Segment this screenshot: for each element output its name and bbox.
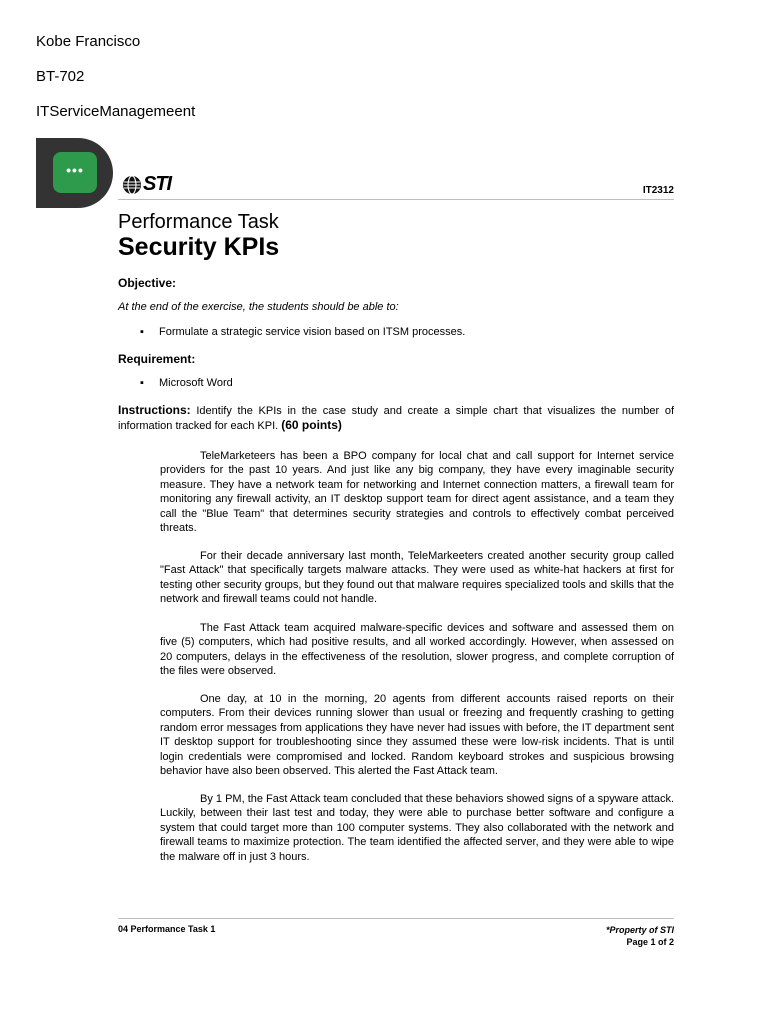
footer-task-label: 04 Performance Task 1 <box>118 924 216 934</box>
paragraph-text: By 1 PM, the Fast Attack team concluded that these behaviors showed signs of a spyware attack. Luckily, between their last test and today, they were able to purchase better software and configure a system that could target more than 100 computer systems. They also collaborated with the network and firewall teams to maximize protection. The team identified the affected server, and they were able to wipe the malware off in just 3 hours. <box>160 793 674 863</box>
footer-divider <box>118 918 674 919</box>
paragraph-text: One day, at 10 in the morning, 20 agents from different accounts raised reports on their computers. From their devices running slower than usual or freezing and frequently crashing to getting random error messages from applications they have never had issues with before, the IT department sent IT desktop support for troubleshooting since they assumed these were low-risk incidents. That is until login credentials were compromised and locked. Random keyboard strokes and suspicious browsing behavior have also been observed. This alerted the Fast Attack team. <box>160 693 674 778</box>
objective-intro: At the end of the exercise, the students should be able to: <box>118 301 399 313</box>
globe-icon <box>122 175 142 195</box>
instructions-points: (60 points) <box>281 418 342 432</box>
bullet-icon: ▪ <box>140 377 144 389</box>
bullet-icon: ▪ <box>140 326 144 338</box>
course-name: ITServiceManagemeent <box>36 103 196 120</box>
sti-logo <box>122 173 171 196</box>
requirement-item <box>140 377 233 389</box>
case-paragraph-4 <box>160 692 674 778</box>
case-paragraph-3 <box>160 621 674 679</box>
document-code: IT2312 <box>642 185 674 196</box>
doc-title: Security KPIs <box>118 233 280 261</box>
paragraph-text: TeleMarketeers has been a BPO company for local chat and call support for Internet service providers for the past 10 years. And just like any big company, they have every imaginable security measure. They have a network team for networking and Internet connection matters, a firewall team for monitoring any firewall activity, an IT desktop support team for direct agent assistance, and a team they call the "Blue Team" that determines security strategies and controls to effectively combat perceived threats. <box>160 450 674 535</box>
more-dots-icon: ••• <box>66 161 84 178</box>
footer-right <box>606 924 674 948</box>
objective-item-text: Formulate a strategic service vision based on ITSM processes. <box>159 326 466 338</box>
requirement-item-text: Microsoft Word <box>159 377 233 389</box>
section-code: BT-702 <box>36 68 85 85</box>
author-name: Kobe Francisco <box>36 33 141 50</box>
doc-subtitle: Performance Task <box>118 211 279 233</box>
header-divider <box>118 199 674 200</box>
instructions-text: Identify the KPIs in the case study and create a simple chart that visualizes the number of information tracked for each KPI. <box>118 405 674 432</box>
footer-page: Page 1 of 2 <box>626 937 674 947</box>
case-paragraph-5 <box>160 792 674 864</box>
paragraph-text: The Fast Attack team acquired malware-specific devices and software and assessed them on five (5) computers, which had positive results, and all worked accordingly. However, when assessed on 20 computers, delays in the effectiveness of the resolution, slower progress, and complete corruption of the files were observed. <box>160 622 674 678</box>
footer-property: *Property of STI <box>605 925 674 935</box>
objective-heading: Objective: <box>118 276 177 290</box>
objective-item <box>140 326 465 338</box>
menu-tab <box>36 138 113 208</box>
logo-text: STI <box>143 173 172 195</box>
requirement-heading: Requirement: <box>118 352 196 366</box>
paragraph-text: For their decade anniversary last month, TeleMarkeeters created another security group called "Fast Attack" that specifically targets malware attacks. They were used as white-hat hackers at first for testing other security groups, but they found out that malware requires specialized tools and skills that the network and firewall teams could not handle. <box>160 550 674 606</box>
instructions-label: Instructions: <box>118 403 191 417</box>
more-options-button[interactable] <box>53 152 97 193</box>
case-paragraph-2 <box>160 549 674 607</box>
instructions <box>118 403 674 433</box>
case-paragraph-1 <box>160 449 674 535</box>
